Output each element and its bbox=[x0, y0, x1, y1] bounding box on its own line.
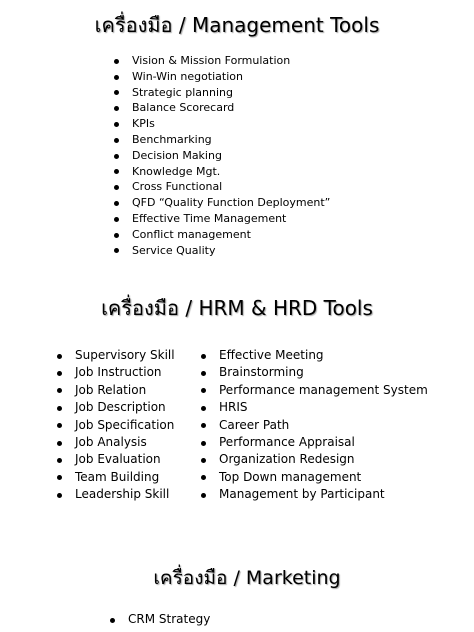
list-item: Performance Appraisal bbox=[201, 434, 428, 451]
list-item: KPIs bbox=[114, 116, 330, 132]
list-item: Brainstorming bbox=[201, 364, 428, 381]
list-item: Benchmarking bbox=[114, 132, 330, 148]
list-item: HRIS bbox=[201, 399, 428, 416]
hrm-tools-right-list bbox=[201, 347, 428, 504]
list-item: Supervisory Skill bbox=[57, 347, 175, 364]
hrm-tools-left-list bbox=[57, 347, 175, 504]
list-item: Organization Redesign bbox=[201, 451, 428, 468]
list-item: Job Description bbox=[57, 399, 175, 416]
list-item: QFD “Quality Function Deployment” bbox=[114, 195, 330, 211]
management-tools-heading: เครื่องมือ / Management Tools bbox=[94, 13, 380, 37]
list-item: Job Analysis bbox=[57, 434, 175, 451]
list-item: Top Down management bbox=[201, 469, 428, 486]
marketing-tools-heading: เครื่องมือ / Marketing bbox=[153, 567, 341, 589]
list-item: Win-Win negotiation bbox=[114, 69, 330, 85]
marketing-tools-list bbox=[110, 611, 210, 628]
list-item: Job Specification bbox=[57, 417, 175, 434]
list-item: Balance Scorecard bbox=[114, 100, 330, 116]
management-tools-list bbox=[114, 53, 330, 258]
list-item: Service Quality bbox=[114, 243, 330, 259]
hrm-hrd-tools-heading: เครื่องมือ / HRM & HRD Tools bbox=[101, 296, 373, 320]
list-item: Strategic planning bbox=[114, 85, 330, 101]
list-item: Team Building bbox=[57, 469, 175, 486]
list-item: Career Path bbox=[201, 417, 428, 434]
list-item: Effective Time Management bbox=[114, 211, 330, 227]
list-item: Job Instruction bbox=[57, 364, 175, 381]
list-item: Job Relation bbox=[57, 382, 175, 399]
list-item: Vision & Mission Formulation bbox=[114, 53, 330, 69]
list-item: Knowledge Mgt. bbox=[114, 164, 330, 180]
list-item: Cross Functional bbox=[114, 179, 330, 195]
list-item: CRM Strategy bbox=[110, 611, 210, 628]
list-item: Conflict management bbox=[114, 227, 330, 243]
list-item: Performance management System bbox=[201, 382, 428, 399]
list-item: Effective Meeting bbox=[201, 347, 428, 364]
list-item: Management by Participant bbox=[201, 486, 428, 503]
list-item: Leadership Skill bbox=[57, 486, 175, 503]
list-item: Job Evaluation bbox=[57, 451, 175, 468]
list-item: Decision Making bbox=[114, 148, 330, 164]
